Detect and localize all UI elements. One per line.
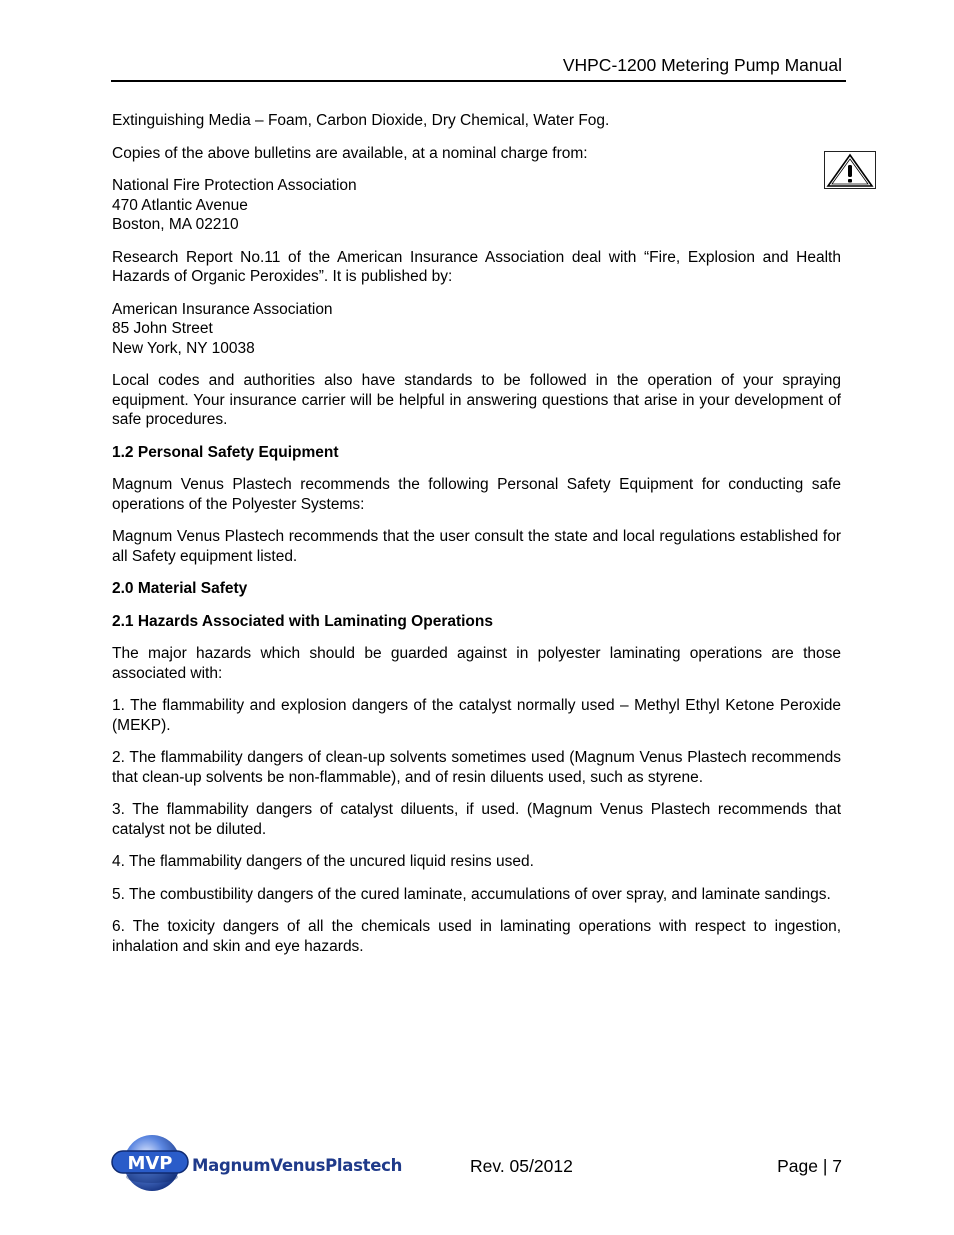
paragraph-bulletins: Copies of the above bulletins are available, at a nominal charge from: [112, 144, 588, 162]
hazard-item: 6. The toxicity dangers of all the chemicals used in laminating operations with respect to ingestion, inhalation and skin and eye hazards. [112, 918, 841, 955]
address-line: Boston, MA 02210 [112, 216, 239, 233]
address-line: New York, NY 10038 [112, 339, 255, 357]
address-line: 470 Atlantic Avenue [112, 196, 248, 214]
address-line: American Insurance Association [112, 300, 333, 318]
page-content [112, 111, 841, 969]
hazard-item: 5. The combustibility dangers of the cured laminate, accumulations of over spray, and laminate sandings. [112, 885, 831, 903]
address-line: 85 John Street [112, 320, 213, 337]
address-aia [112, 300, 841, 359]
heading-hazards: 2.1 Hazards Associated with Laminating Operations [112, 612, 493, 630]
hazard-item: 1. The flammability and explosion dangers of the catalyst normally used – Methyl Ethyl Ketone Peroxide (MEKP). [112, 697, 841, 734]
paragraph-consult-regulations: Magnum Venus Plastech recommends that the user consult the state and local regulations established for all Safety equipment listed. [112, 528, 841, 565]
paragraph-extinguishing-media: Extinguishing Media – Foam, Carbon Dioxide, Dry Chemical, Water Fog. [112, 112, 610, 129]
hazard-item: 3. The flammability dangers of catalyst diluents, if used. (Magnum Venus Plastech recommends that catalyst not be diluted. [112, 801, 841, 838]
heading-material-safety: 2.0 Material Safety [112, 580, 248, 597]
page-number: Page | 7 [777, 1156, 842, 1176]
brand-name: MagnumVenusPlastech [192, 1156, 403, 1175]
header-rule [111, 80, 846, 82]
address-nfpa [112, 176, 841, 235]
address-line: National Fire Protection Association [112, 177, 357, 194]
logo-text: MVP [127, 1153, 173, 1174]
header-title: VHPC-1200 Metering Pump Manual [562, 55, 842, 75]
hazard-item: 4. The flammability dangers of the uncured liquid resins used. [112, 853, 534, 870]
paragraph-research-report: Research Report No.11 of the American Insurance Association deal with “Fire, Explosion and Health Hazards of Organic Peroxides”. It is published by: [112, 248, 841, 285]
hazard-item: 2. The flammability dangers of clean-up solvents sometimes used (Magnum Venus Plastech recommends that clean-up solvents be non-flammable), and of resin diluents used, such as styrene. [112, 749, 841, 786]
heading-personal-safety: 1.2 Personal Safety Equipment [112, 443, 339, 461]
paragraph-safety-recommend: Magnum Venus Plastech recommends the following Personal Safety Equipment for conducting safe operations of the Polyester Systems: [112, 476, 841, 513]
revision-date: Rev. 05/2012 [470, 1156, 573, 1176]
paragraph-major-hazards: The major hazards which should be guarded against in polyester laminating operations are those associated with: [112, 645, 841, 682]
paragraph-local-codes: Local codes and authorities also have standards to be followed in the operation of your spraying equipment. Your insurance carrier will be helpful in answering questions that arise in your development of safe procedures. [112, 372, 841, 428]
